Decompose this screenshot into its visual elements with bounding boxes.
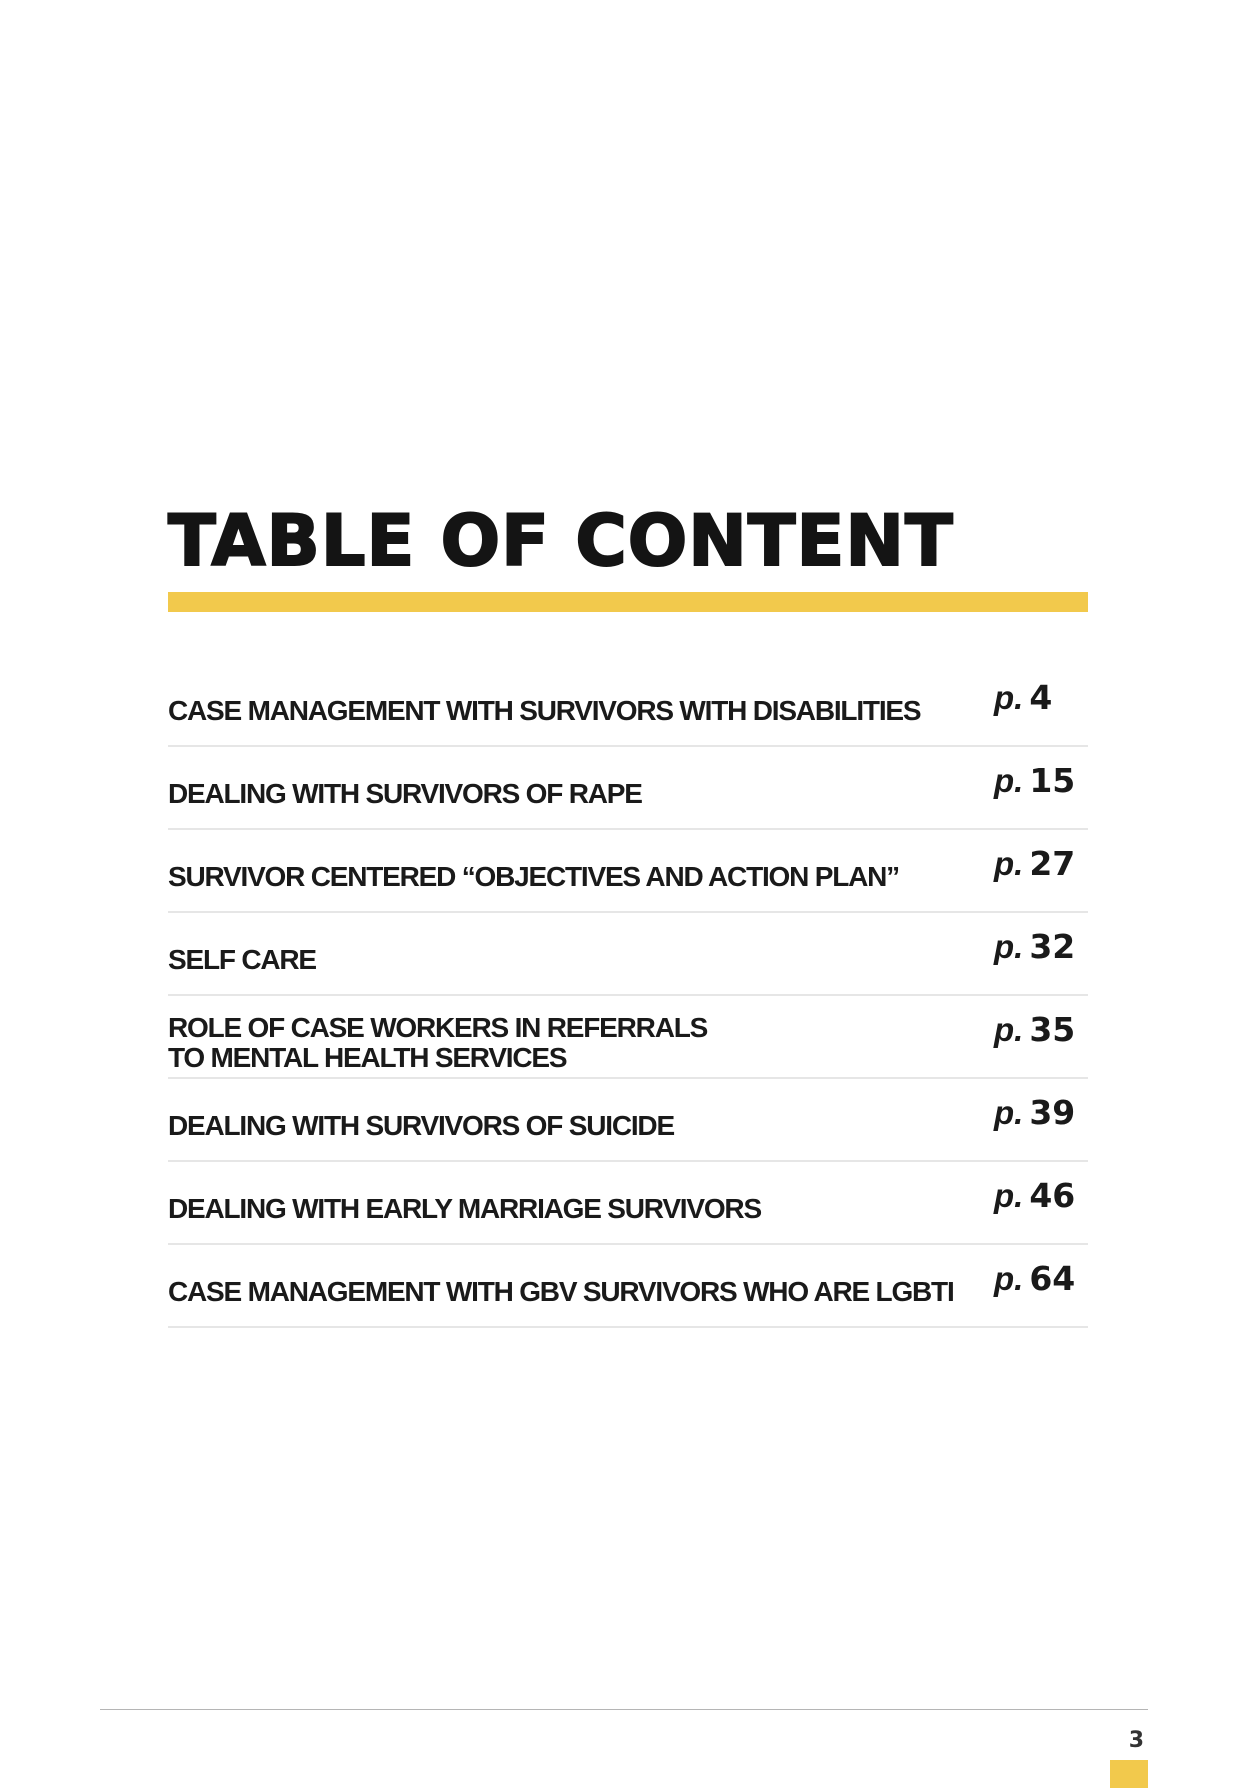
table-of-contents [168,664,1088,1328]
page-prefix: p. [994,679,1024,716]
toc-entry-label: ROLE OF CASE WORKERS IN REFERRALS TO MENTAL HEALTH SERVICES [168,1011,708,1073]
page-number-value: 32 [1029,927,1076,966]
toc-entry-label: SURVIVOR CENTERED “OBJECTIVES AND ACTION PLAN” [168,860,899,892]
toc-entry-rape[interactable] [168,747,1088,830]
footer-divider [100,1709,1148,1710]
toc-entry-self-care[interactable] [168,913,1088,996]
toc-entry-page [994,761,1075,800]
page-number-value: 15 [1029,761,1076,800]
page-number-value: 46 [1029,1176,1076,1215]
page-prefix: p. [994,928,1024,965]
toc-entry-lgbti[interactable] [168,1245,1088,1328]
footer-accent-tab [1110,1760,1148,1788]
toc-entry-action-plan[interactable] [168,830,1088,913]
toc-entry-label: CASE MANAGEMENT WITH SURVIVORS WITH DISABILITIES [168,694,921,726]
toc-entry-referrals[interactable] [168,996,1088,1079]
toc-entry-label: DEALING WITH SURVIVORS OF SUICIDE [168,1109,674,1141]
toc-entry-page [994,1259,1075,1298]
toc-entry-page [994,1093,1075,1132]
page-number-value: 27 [1029,844,1076,883]
page-number-value: 35 [1029,1010,1076,1049]
page-prefix: p. [994,1011,1024,1048]
toc-entry-label: SELF CARE [168,943,316,975]
page-number-value: 4 [1029,678,1053,717]
page-prefix: p. [994,845,1024,882]
toc-entry-disabilities[interactable] [168,664,1088,747]
toc-entry-label: CASE MANAGEMENT WITH GBV SURVIVORS WHO ARE LGBTI [168,1275,954,1307]
footer-page-number: 3 [1128,1728,1144,1753]
toc-entry-page [994,844,1075,883]
page-number-value: 64 [1029,1259,1076,1298]
toc-entry-suicide[interactable] [168,1079,1088,1162]
toc-entry-page [994,678,1052,717]
title-underline-bar [168,592,1088,612]
toc-entry-label: DEALING WITH SURVIVORS OF RAPE [168,777,642,809]
toc-entry-page [994,1176,1075,1215]
page-number-value: 39 [1029,1093,1076,1132]
page-prefix: p. [994,1177,1024,1214]
page-title: TABLE OF CONTENT [168,500,954,582]
page-prefix: p. [994,1260,1024,1297]
toc-entry-page [994,927,1075,966]
page-prefix: p. [994,1094,1024,1131]
toc-entry-page [994,1010,1075,1049]
page-prefix: p. [994,762,1024,799]
toc-entry-early-marriage[interactable] [168,1162,1088,1245]
toc-entry-label: DEALING WITH EARLY MARRIAGE SURVIVORS [168,1192,761,1224]
